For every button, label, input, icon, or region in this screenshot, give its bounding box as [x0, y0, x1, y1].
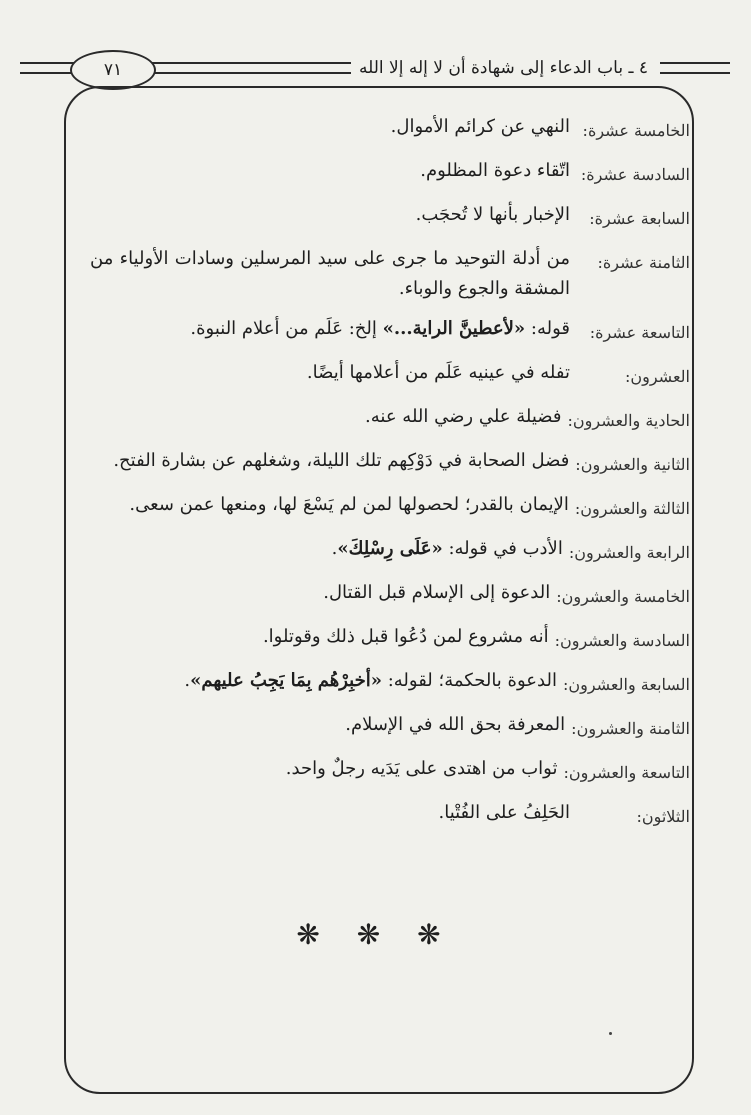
ink-dot — [609, 1032, 612, 1035]
entry-text: فضل الصحابة في دَوْكِهم تلك الليلة، وشغلهم عن بشارة الفتح. — [113, 450, 570, 471]
entry-text: أنه مشروع لمن دُعُوا قبل ذلك وقوتلوا. — [262, 626, 549, 647]
list-item — [90, 754, 690, 788]
entry-label: السادسة والعشرون: — [554, 631, 690, 650]
entry-label: الثامنة والعشرون: — [571, 719, 690, 738]
entry-text — [90, 534, 563, 568]
entry-label: الثامنة عشرة: — [597, 253, 690, 272]
list-item — [90, 798, 690, 832]
list-item — [90, 446, 690, 480]
entry-text: المعرفة بحق الله في الإسلام. — [345, 714, 566, 735]
chapter-title: ٤ ـ باب الدعاء إلى شهادة أن لا إله إلا الله — [351, 58, 656, 78]
entry-label: الخامسة والعشرون: — [556, 587, 690, 606]
entries-list — [90, 112, 690, 842]
header-rule-mid-bottom — [150, 72, 360, 74]
list-item — [90, 314, 690, 348]
entry-label: التاسعة والعشرون: — [563, 763, 690, 782]
list-item — [90, 534, 690, 568]
list-item — [90, 578, 690, 612]
entry-text: فضيلة علي رضي الله عنه. — [365, 406, 562, 427]
entry-text-after: . — [331, 538, 338, 559]
list-item — [90, 622, 690, 656]
header-rule-right-top — [660, 62, 730, 64]
entry-text — [90, 314, 570, 348]
entry-text-before: قوله: — [525, 318, 570, 339]
hadith-quote: «عَلَى رِسْلِكَ» — [337, 538, 443, 559]
list-item — [90, 244, 690, 304]
header-rule-right-bottom — [660, 72, 730, 74]
entry-text: الإيمان بالقدر؛ لحصولها لمن لم يَسْعَ لها، ومنعها عمن سعى. — [129, 494, 569, 515]
entry-label: السابعة عشرة: — [589, 209, 690, 228]
list-item — [90, 490, 690, 524]
entry-text: الدعوة إلى الإسلام قبل القتال. — [323, 582, 551, 603]
entry-label: السابعة والعشرون: — [562, 675, 690, 694]
list-item — [90, 402, 690, 436]
list-item — [90, 112, 690, 146]
entry-label: الرابعة والعشرون: — [568, 543, 690, 562]
entry-text: النهي عن كرائم الأموال. — [390, 116, 570, 137]
hadith-quote: «لأعطينَّ الراية...» — [382, 318, 526, 339]
entry-text: من أدلة التوحيد ما جرى على سيد المرسلين وسادات الأولياء من المشقة والجوع والوباء. — [90, 248, 570, 299]
section-ornament: ❋ ❋ ❋ — [296, 918, 455, 951]
page-number: ٧١ — [70, 50, 156, 90]
entry-label: التاسعة عشرة: — [589, 323, 690, 342]
list-item — [90, 710, 690, 744]
entry-text: الإخبار بأنها لا تُحجَب. — [415, 204, 570, 225]
entry-label: الثلاثون: — [636, 807, 690, 826]
entry-label: الخامسة عشرة: — [582, 121, 690, 140]
entry-label: الحادية والعشرون: — [567, 411, 690, 430]
list-item — [90, 666, 690, 700]
entry-label: الثانية والعشرون: — [575, 455, 690, 474]
entry-text: تفله في عينيه عَلَم من أعلامها أيضًا. — [306, 362, 570, 383]
entry-text-after: . — [184, 670, 191, 691]
header-rule-mid-top — [150, 62, 360, 64]
entry-label: السادسة عشرة: — [580, 165, 690, 184]
list-item — [90, 358, 690, 392]
entry-text: الحَلِفُ على الفُتْيا. — [438, 802, 570, 823]
entry-text-before: الأدب في قوله: — [442, 538, 563, 559]
entry-label: العشرون: — [624, 367, 690, 386]
entry-text: اتّقاء دعوة المظلوم. — [420, 160, 570, 181]
entry-text-after: إلخ: عَلَم من أعلام النبوة. — [190, 318, 383, 339]
entry-text-before: الدعوة بالحكمة؛ لقوله: — [381, 670, 557, 691]
hadith-quote: «أخبِرْهُم بِمَا يَجِبُ عليهم» — [190, 670, 382, 691]
entry-text — [90, 666, 557, 700]
entry-text: ثواب من اهتدى على يَدَيه رجلٌ واحد. — [285, 758, 558, 779]
list-item — [90, 156, 690, 190]
list-item — [90, 200, 690, 234]
entry-label: الثالثة والعشرون: — [574, 499, 690, 518]
